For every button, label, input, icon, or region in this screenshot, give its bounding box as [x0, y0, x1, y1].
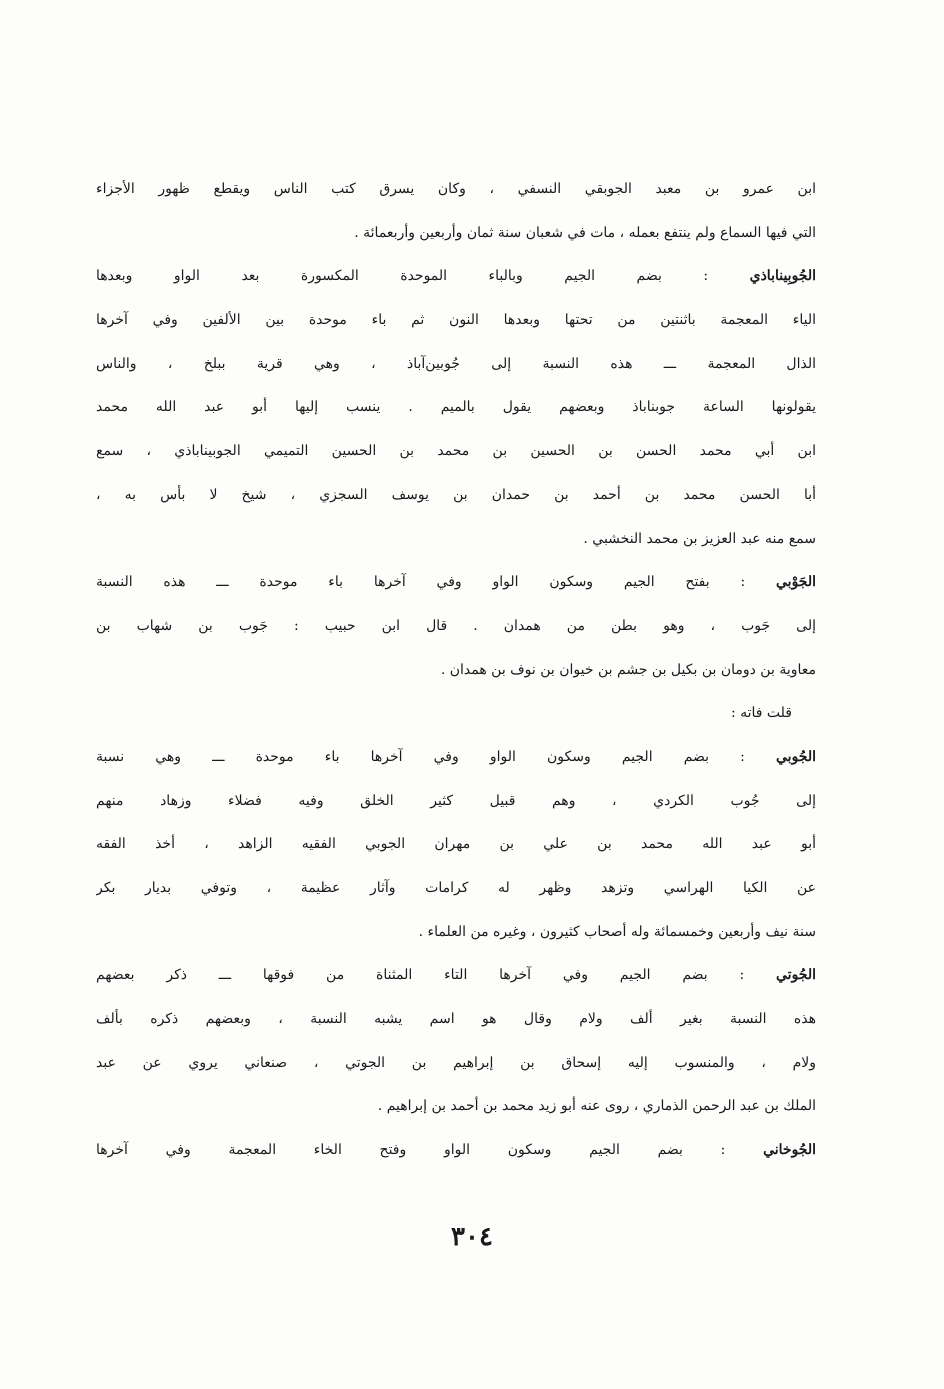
text-line: سمع منه عبد العزيز بن محمد النخشبي .	[583, 530, 816, 547]
text-line: سنة نيف وأربعين وخمسمائة وله أصحاب كثيرون ، وغيره من العلماء .	[418, 923, 816, 940]
text-line: هذه النسبة بغير ألف ولام وقال هو اسم يشبه النسبة ، وبعضهم ذكره بألف	[96, 1011, 816, 1028]
text-line: عن الكيا الهراسي وتزهد وظهر له كرامات وآثار عظيمة ، وتوفي بديار بكر	[96, 880, 816, 896]
entry-term: الجَوْبي	[776, 574, 816, 591]
entry-line: الجُوخاني : بضم الجيم وسكون الواو وفتح الخاء المعجمة وفي آخرها	[96, 1142, 816, 1159]
text-line: ابن عمرو بن معبد الجوبقي النسفي ، وكان يسرق كتب الناس ويقطع ظهور الأجزاء	[96, 181, 816, 197]
text-line: أبا الحسن محمد بن أحمد بن حمدان بن يوسف السجزي ، شيخ لا بأس به ،	[96, 486, 816, 503]
entry-line: الجُوتي : بضم الجيم وفي آخرها التاء المثناة من فوقها ـــ ذكر بعضهم	[96, 967, 816, 984]
text-line: إلى جُوب الكردي ، وهم قبيل كثير الخلق وفيه فضلاء وزهاد منهم	[96, 792, 816, 809]
entry-line: الجَوْبي : بفتح الجيم وسكون الواو وفي آخرها باء موحدة ـــ هذه النسبة	[96, 574, 816, 591]
text-line: ابن أبي محمد الحسن بن الحسين بن محمد بن الحسين التميمي الجوبيناباذي ، سمع	[96, 443, 816, 460]
text-line: معاوية بن دومان بن بكيل بن جشم بن خيوان بن نوف بن همدان .	[440, 661, 816, 678]
text-line: الذال المعجمة ـــ هذه النسبة إلى جُوبين‌آباذ ، وهي قرية ببلخ ، والناس	[96, 355, 816, 372]
entry-line: الجُوبِيناباذي : بضم الجيم وبالباء الموحدة المكسورة بعد الواو وبعدها	[96, 268, 816, 285]
text-line: ولام ، والمنسوب إليه إسحاق بن إبراهيم بن الجوتي ، صنعاني يروي عن عبد	[96, 1054, 816, 1071]
entry-line: الجُوبي : بضم الجيم وسكون الواو وفي آخرها باء موحدة ـــ وهي نسبة	[96, 748, 816, 765]
text-line: الياء المعجمة باثنتين من تحتها وبعدها النون ثم باء موحدة بين الألفين وفي آخرها	[96, 312, 816, 329]
text-line: التي فيها السماع ولم ينتفع بعمله ، مات في شعبان سنة ثمان وأربعين وأربعمائة .	[354, 224, 816, 241]
entry-term: الجُوتي	[776, 967, 816, 984]
text-line: أبو عبد الله محمد بن علي بن مهران الجوبي الفقيه الزاهد ، أخذ الفقه	[96, 836, 816, 853]
entry-term: الجُوبي	[776, 748, 816, 765]
main-text	[96, 168, 816, 1173]
page-number: ٣٠٤	[451, 1222, 493, 1252]
text-line: إلى جَوب ، وهو بطن من همدان . قال ابن حبيب : جَوب بن شهاب بن	[96, 617, 816, 634]
entry-term: الجُوخاني	[763, 1142, 816, 1159]
text-line: الملك بن عبد الرحمن الذماري ، روى عنه أبو زيد محمد بن أحمد بن إبراهيم .	[377, 1098, 816, 1115]
text-line: قلت فاته :	[730, 705, 792, 722]
entry-term: الجُوبِيناباذي	[749, 268, 816, 285]
text-line: يقولونها الساعة جوبناباذ وبعضهم يقول بالميم . ينسب إليها أبو عبد الله محمد	[96, 399, 816, 416]
